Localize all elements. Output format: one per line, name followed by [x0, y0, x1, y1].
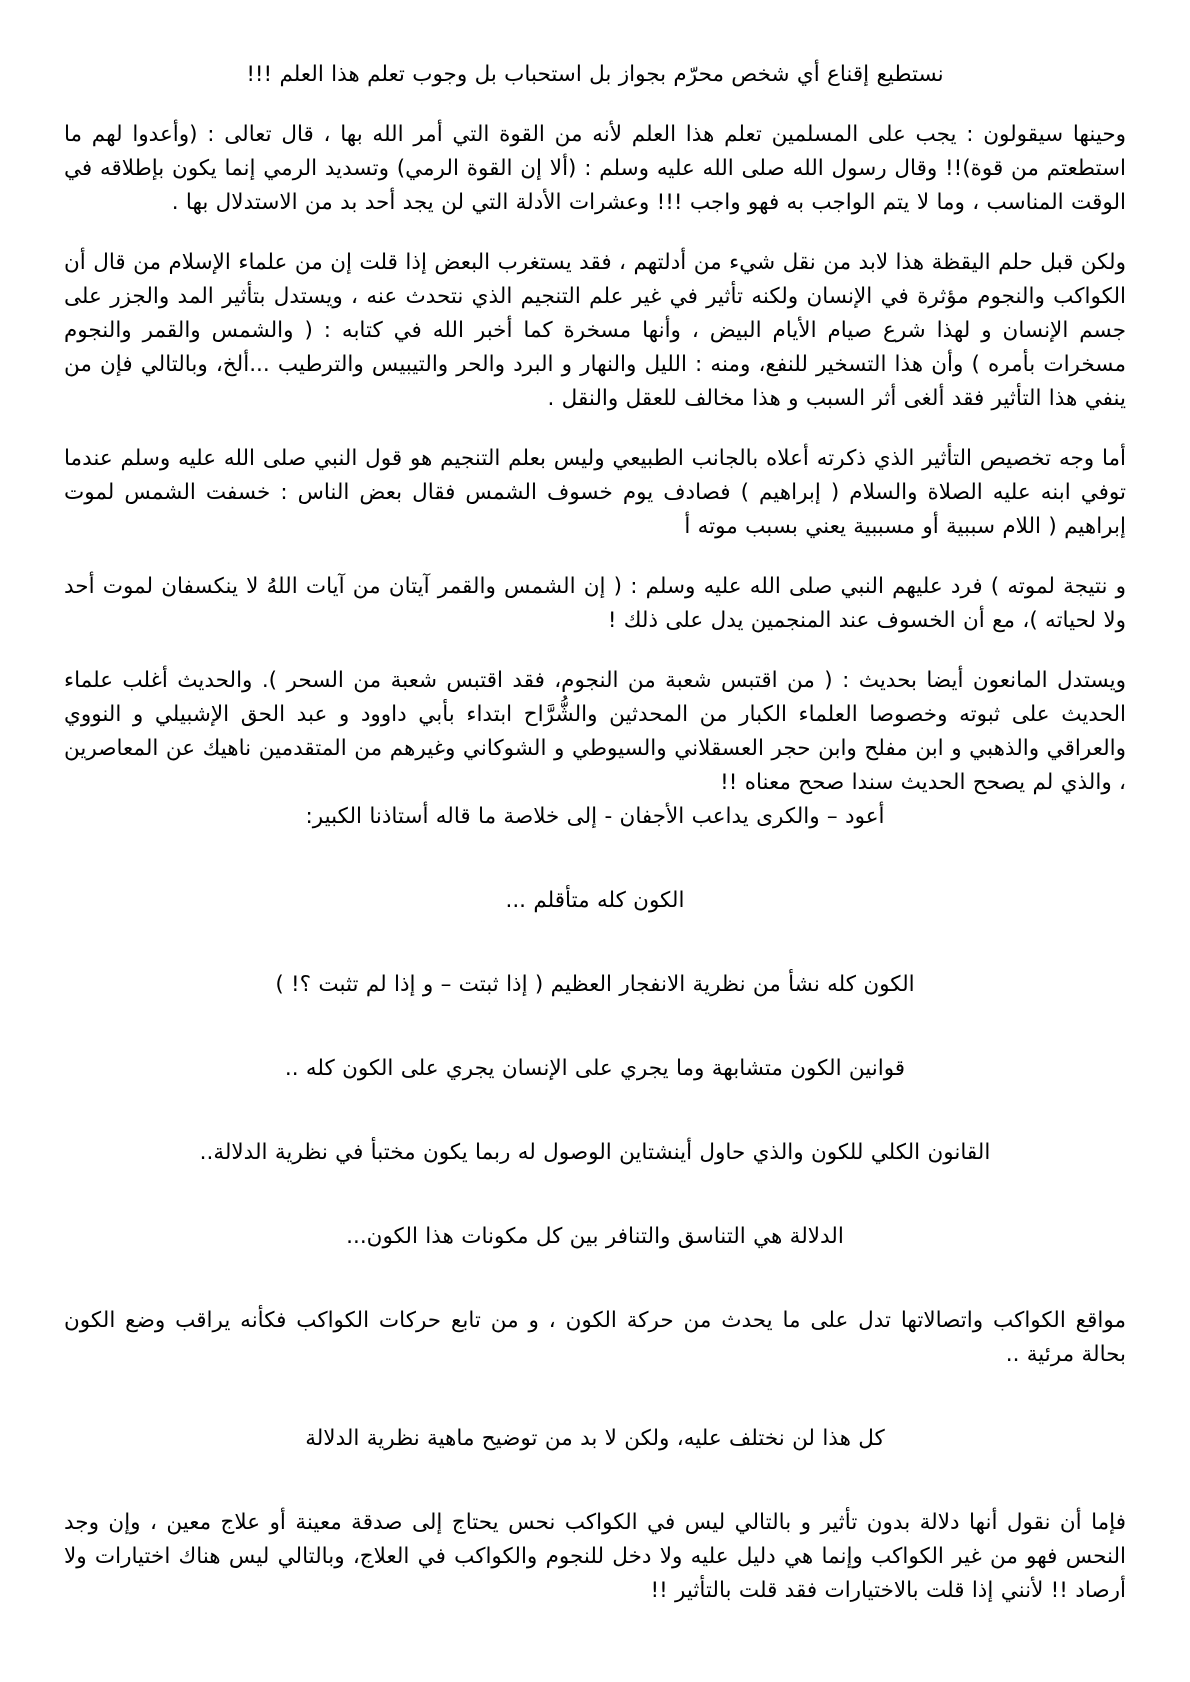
paragraph-14: كل هذا لن نختلف عليه، ولكن لا بد من توضيح ماهية نظرية الدلالة — [305, 1426, 885, 1451]
paragraph-5: و نتيجة لموته ) فرد عليهم النبي صلى الله عليه وسلم : ( إن الشمس والقمر آيتان من آيات اللهُ لا ينكسفان لموت أحد ولا لحياته )، مع أن الخسوف عند المنجمين يدل على ذلك ! — [64, 574, 1126, 633]
spacer — [64, 1280, 1126, 1304]
paragraph-4: أما وجه تخصيص التأثير الذي ذكرته أعلاه بالجانب الطبيعي وليس بعلم التنجيم هو قول النبي صلى الله عليه وسلم عندما توفي ابنه عليه الصلاة والسلام ( إبراهيم ) فصادف يوم خسوف الشمس فقال بعض الناس : خسفت الشمس لموت إبراهيم ( اللام سببية أو مسببية يعني بسبب موته أ — [64, 446, 1126, 539]
paragraph-6: ويستدل المانعون أيضا بحديث : ( من اقتبس شعبة من النجوم، فقد اقتبس شعبة من السحر ). والحديث أغلب علماء الحديث على ثبوته وخصوصا العلماء الكبار من المحدثين والشُّرَّاح ابتداء بأبي داوود و عبد الحق الإشبيلي و النووي والعراقي والذهبي و ابن مفلح وابن حجر العسقلاني والسيوطي و الشوكاني وغيرهم من المتقدمين ناهيك عن المعاصرين ، والذي لم يصحح الحديث سندا صحح معناه !! — [64, 668, 1126, 795]
paragraph-2: وحينها سيقولون : يجب على المسلمين تعلم هذا العلم لأنه من القوة التي أمر الله بها ، قال تعالى : (وأعدوا لهم ما استطعتم من قوة)!! وقال رسول الله صلى الله عليه وسلم : (ألا إن القوة الرمي) وتسديد الرمي إنما يكون بإطلاقه في الوقت المناسب ، وما لا يتم الواجب به فهو واجب !!! وعشرات الأدلة التي لن يجد أحد بد من الاستدلال بها . — [64, 122, 1126, 215]
spacer — [64, 1028, 1126, 1052]
paragraph-11: القانون الكلي للكون والذي حاول أينشتاين الوصول له ربما يكون مختبأ في نظرية الدلالة.. — [199, 1140, 991, 1165]
document-body — [64, 58, 1126, 1634]
paragraph-1: نستطيع إقناع أي شخص محرّم بجواز بل استحباب بل وجوب تعلم هذا العلم !!! — [246, 62, 944, 87]
paragraph-9: الكون كله نشأ من نظرية الانفجار العظيم ( إذا ثبتت – و إذا لم تثبت ؟! ) — [275, 972, 915, 997]
paragraph-7: أعود – والكرى يداعب الأجفان - إلى خلاصة ما قاله أستاذنا الكبير: — [305, 804, 885, 829]
paragraph-12: الدلالة هي التناسق والتنافر بين كل مكونات هذا الكون... — [346, 1224, 844, 1249]
spacer — [64, 1112, 1126, 1136]
spacer — [64, 1482, 1126, 1506]
spacer — [64, 944, 1126, 968]
paragraph-15: فإما أن نقول أنها دلالة بدون تأثير و بالتالي ليس في الكواكب نحس يحتاج إلى صدقة معينة أو علاج معين ، وإن وجد النحس فهو من غير الكواكب وإنما هي دليل عليه ولا دخل للنجوم والكواكب في العلاج، وبالتالي ليس هناك اختيارات ولا أرصاد !! لأنني إذا قلت بالاختيارات فقد قلت بالتأثير !! — [64, 1510, 1126, 1603]
spacer — [64, 1398, 1126, 1422]
paragraph-13: مواقع الكواكب واتصالاتها تدل على ما يحدث من حركة الكون ، و من تابع حركات الكواكب فكأنه يراقب وضع الكون بحالة مرئية .. — [64, 1308, 1126, 1367]
spacer — [64, 860, 1126, 884]
paragraph-10: قوانين الكون متشابهة وما يجري على الإنسان يجري على الكون كله .. — [284, 1056, 906, 1081]
spacer — [64, 1196, 1126, 1220]
paragraph-8: الكون كله متأقلم ... — [505, 888, 685, 913]
paragraph-3: ولكن قبل حلم اليقظة هذا لابد من نقل شيء من أدلتهم ، فقد يستغرب البعض إذا قلت إن من علماء الإسلام من قال أن الكواكب والنجوم مؤثرة في الإنسان ولكنه تأثير في غير علم التنجيم الذي نتحدث عنه ، ويستدل بتأثير المد والجزر على جسم الإنسان و لهذا شرع صيام الأيام البيض ، وأنها مسخرة كما أخبر الله في كتابه : ( والشمس والقمر والنجوم مسخرات بأمره ) وأن هذا التسخير للنفع، ومنه : الليل والنهار و البرد والحر والتيبيس والترطيب ...ألخ، وبالتالي فإن من ينفي هذا التأثير فقد ألغى أثر السبب و هذا مخالف للعقل والنقل . — [64, 250, 1126, 411]
